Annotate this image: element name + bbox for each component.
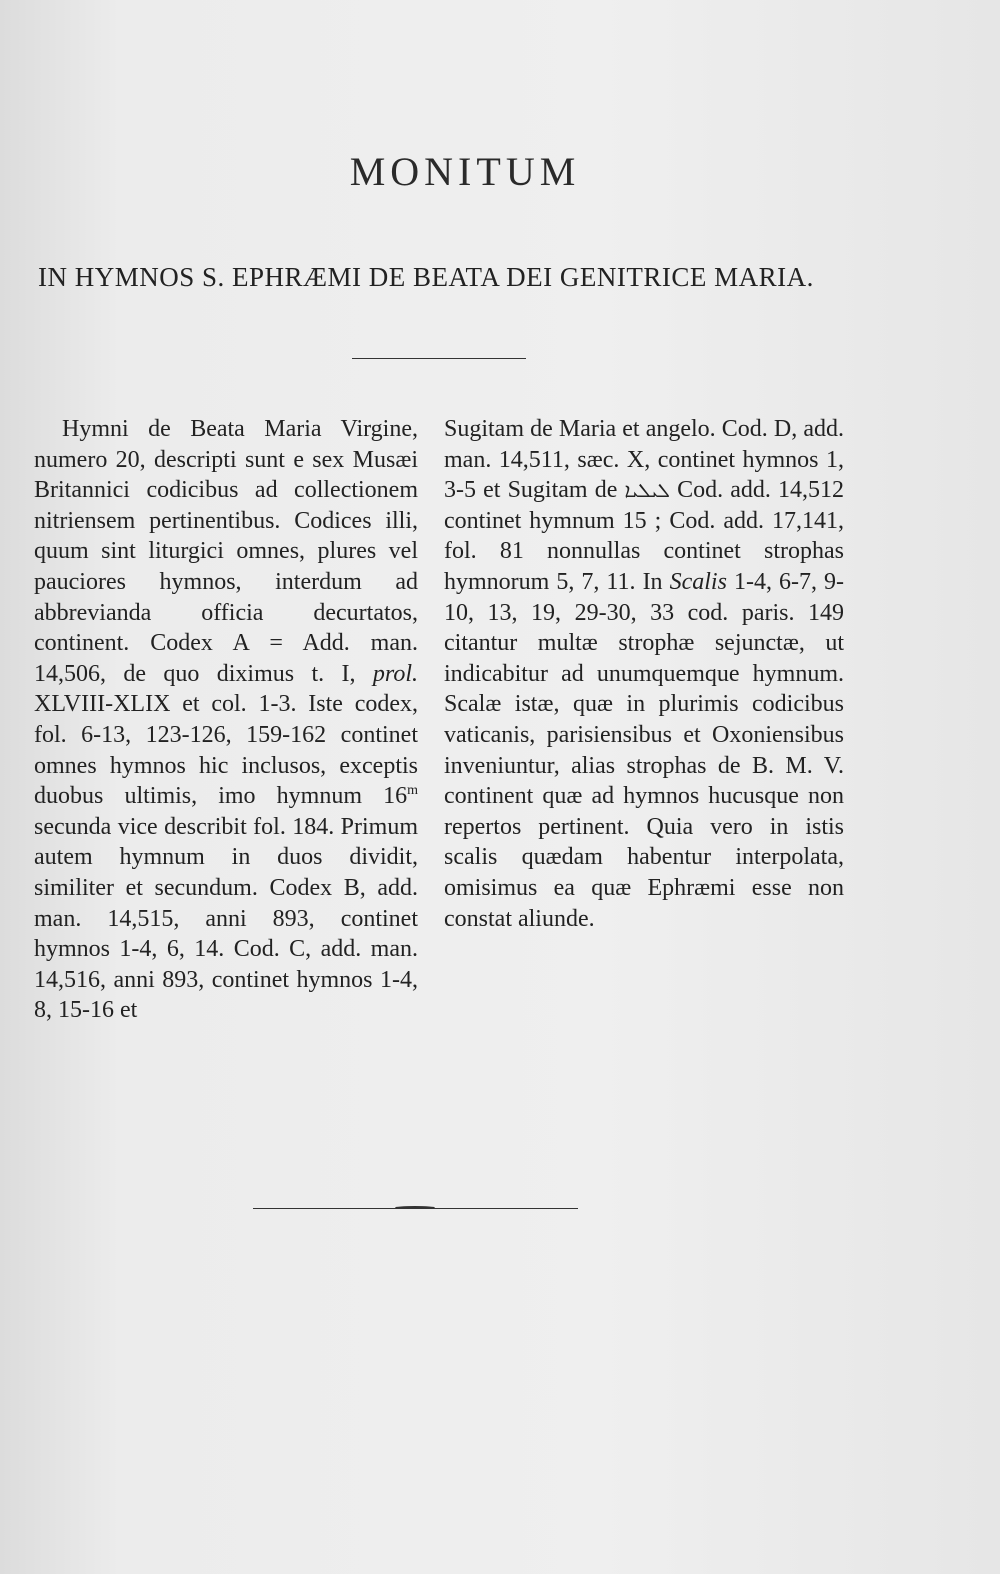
left-text-3: secunda vice describit fol. 184. Primum autem hymnum in duos dividit, similiter et secundum. Codex B, add. man. 14,515, anni 893, continet hymnos 1-4, 6, 14. Cod. C, add. man. 14,516, anni 893, continet hymnos 1-4, 8, 15-16 et bbox=[34, 813, 418, 1024]
bottom-divider-ornament bbox=[395, 1206, 435, 1209]
left-paragraph bbox=[34, 414, 418, 1026]
left-text-2: XLVIII-XLIX et col. 1-3. Iste codex, fol. 6-13, 123-126, 159-162 continet omnes hymnos hic inclusos, exceptis duobus ultimis, imo hymnum 16 bbox=[34, 691, 418, 810]
page-subtitle: IN HYMNOS S. EPHRÆMI DE BEATA DEI GENITRICE MARIA. bbox=[38, 262, 814, 292]
right-text-1: Sugitam de Maria et angelo. Cod. D, add. man. 14,511, sæc. X, continet hymnos 1, 3-5 et Sugitam de bbox=[444, 416, 844, 504]
top-divider bbox=[352, 358, 526, 359]
superscript-m: m bbox=[407, 783, 418, 799]
right-column bbox=[444, 414, 844, 934]
syriac-word: ܠܝܠܝܐ bbox=[624, 478, 670, 503]
left-text-1: Hymni de Beata Maria Virgine, numero 20, descripti sunt e sex Musæi Britannici codicibus ad collectionem nitriensem pertinentibus. Codices illi, quum sint liturgici omnes, plures vel pauciores hymnos, interdum ad abbrevianda officia decurtatos, continent. Codex A = Add. man. 14,506, de quo diximus t. I, bbox=[34, 416, 418, 687]
prol-italic: prol. bbox=[372, 660, 419, 687]
right-text-3: 1-4, 6-7, 9-10, 13, 19, 29-30, 33 cod. paris. 149 citantur multæ strophæ sejunctæ, ut indicabitur ad unumquemque hymnum. Scalæ istæ, quæ in plurimis codicibus vaticanis, parisiensibus et Oxoniensibus inveniuntur, alias strophas de B. M. V. continent quæ ad hymnos hucusque non repertos pertinent. Quia vero in istis scalis quædam habentur interpolata, omisimus ea quæ Ephræmi esse non constat aliunde. bbox=[444, 568, 844, 932]
left-column bbox=[34, 414, 418, 1026]
scalis-italic: Scalis bbox=[669, 568, 727, 595]
right-paragraph bbox=[444, 414, 844, 934]
page-title: MONITUM bbox=[349, 149, 581, 194]
right-text-2: Cod. add. 14,512 continet hymnum 15 ; Cod. add. 17,141, fol. 81 nonnullas continet strophas hymnorum 5, 7, 11. In bbox=[444, 477, 844, 595]
